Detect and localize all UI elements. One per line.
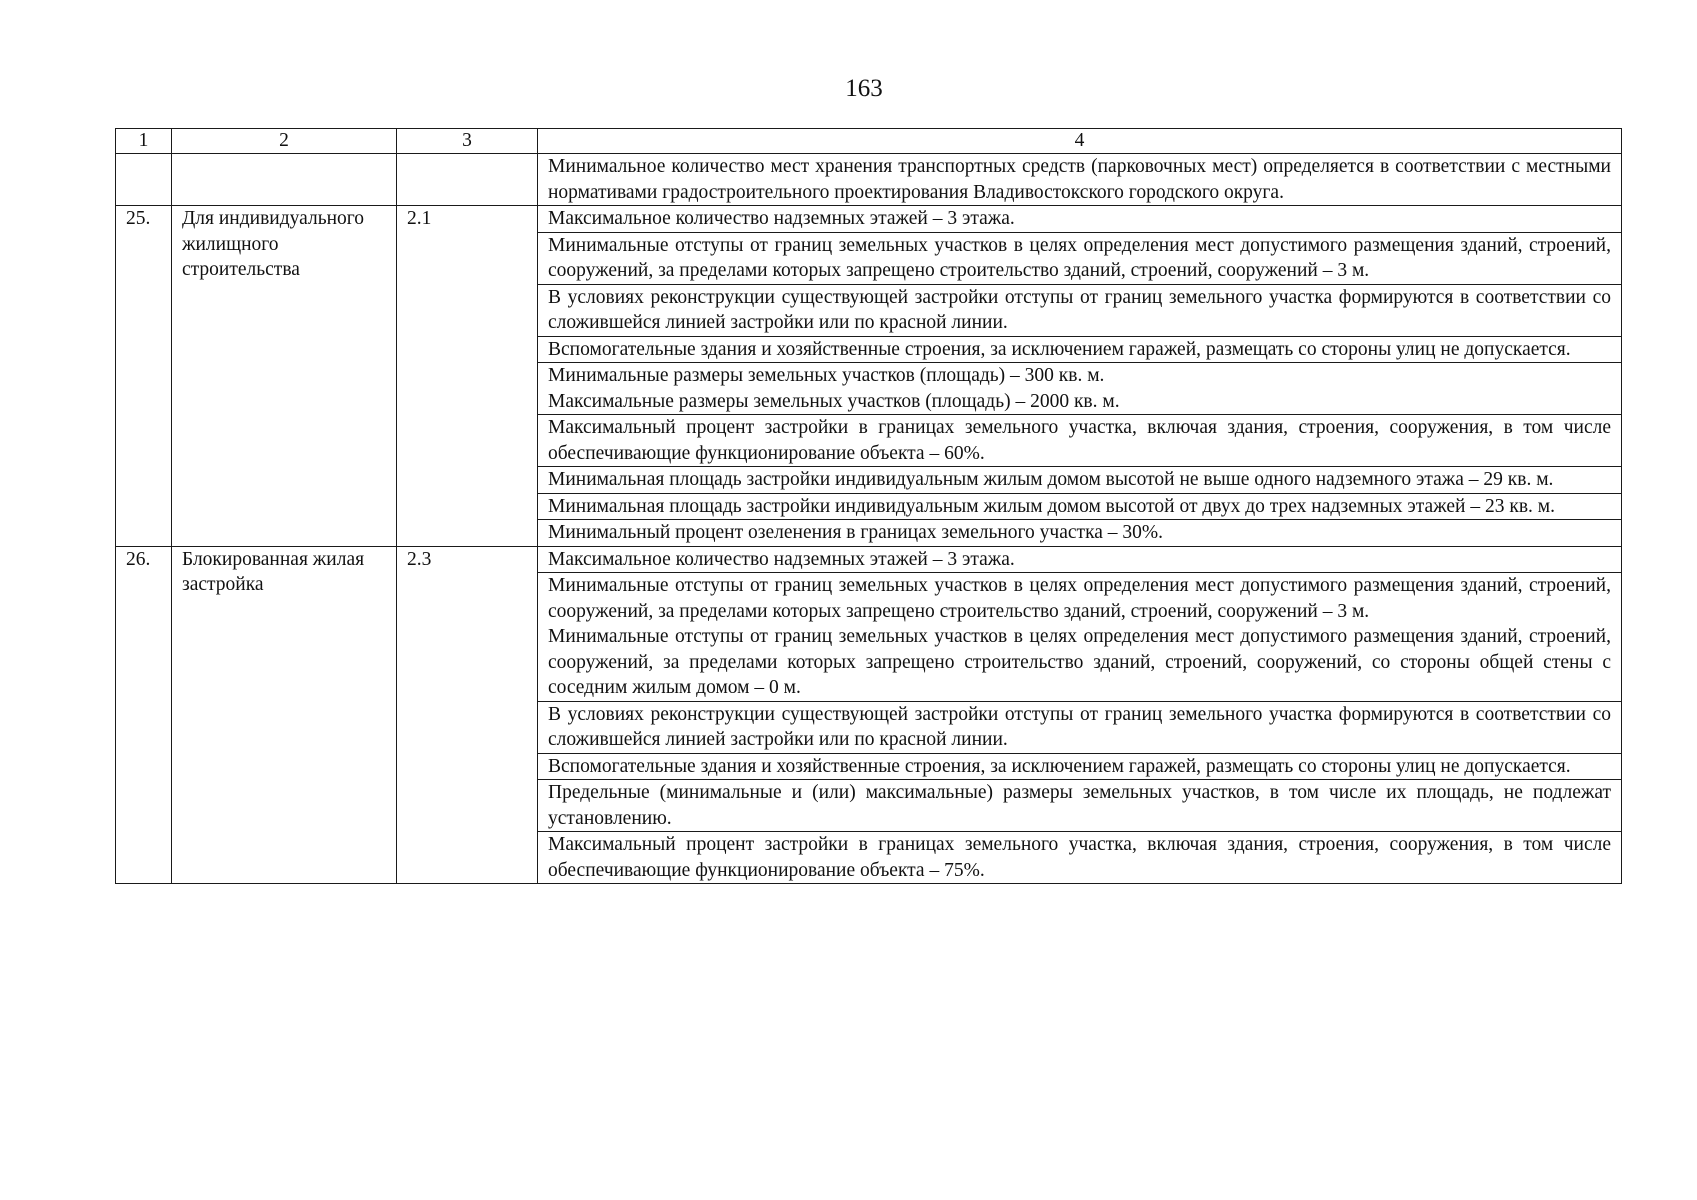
parameter-cell: В условиях реконструкции существующей застройки отступы от границ земельного участка формируются в соответствии со сложившейся линией застройки или по красной линии. [538, 284, 1622, 336]
parameter-cell: Максимальный процент застройки в границах земельного участка, включая здания, строения, сооружения, в том числе обеспечивающие функционирование объекта – 60%. [538, 415, 1622, 467]
use-type-name: Для индивидуального жилищного строительства [172, 206, 397, 547]
use-type-code: 2.1 [397, 206, 538, 547]
page-number: 163 [845, 75, 883, 102]
parameter-cell: Минимальная площадь застройки индивидуальным жилым домом высотой от двух до трех надземных этажей – 23 кв. м. [538, 493, 1622, 520]
row-number: 25. [116, 206, 172, 547]
table-row [116, 546, 1622, 573]
regulations-table [115, 128, 1622, 884]
parameter-cell [538, 573, 1622, 702]
header-cell-4: 4 [538, 129, 1622, 154]
header-row [116, 129, 1622, 154]
row-number: 26. [116, 546, 172, 884]
continuation-code-cell [397, 154, 538, 206]
parameter-cell: Минимальный процент озеленения в границах земельного участка – 30%. [538, 520, 1622, 547]
parameter-cell: Вспомогательные здания и хозяйственные строения, за исключением гаражей, размещать со стороны улиц не допускается. [538, 753, 1622, 780]
parameter-line: Максимальные размеры земельных участков (площадь) – 2000 кв. м. [548, 390, 1120, 412]
continuation-num-cell [116, 154, 172, 206]
header-cell-1: 1 [116, 129, 172, 154]
parameter-line: Минимальные размеры земельных участков (площадь) – 300 кв. м. [548, 365, 1105, 386]
parameter-cell: Предельные (минимальные и (или) максимальные) размеры земельных участков, в том числе их площадь, не подлежат установлению. [538, 780, 1622, 832]
continuation-name-cell [172, 154, 397, 206]
parameter-cell: Вспомогательные здания и хозяйственные строения, за исключением гаражей, размещать со стороны улиц не допускается. [538, 336, 1622, 363]
parameter-line: Минимальные отступы от границ земельных участков в целях определения мест допустимого размещения зданий, строений, сооружений, за пределами которых запрещено строительство зданий, строений, сооружений – 3 м. [548, 575, 1611, 622]
header-cell-3: 3 [397, 129, 538, 154]
use-type-code: 2.3 [397, 546, 538, 884]
parameter-cell: Максимальное количество надземных этажей – 3 этажа. [538, 206, 1622, 233]
parameter-cell: Минимальная площадь застройки индивидуальным жилым домом высотой не выше одного надземного этажа – 29 кв. м. [538, 467, 1622, 494]
table-row [116, 206, 1622, 233]
parameter-line: Минимальные отступы от границ земельных участков в целях определения мест допустимого размещения зданий, строений, сооружений, за пределами которых запрещено строительство зданий, строений, сооружений, со стороны общей стены с соседним жилым домом – 0 м. [548, 626, 1611, 698]
parameter-cell: В условиях реконструкции существующей застройки отступы от границ земельного участка формируются в соответствии со сложившейся линией застройки или по красной линии. [538, 701, 1622, 753]
continuation-param-cell: Минимальное количество мест хранения транспортных средств (парковочных мест) определяется в соответствии с местными нормативами градостроительного проектирования Владивостокского городского округа. [538, 154, 1622, 206]
use-type-name: Блокированная жилая застройка [172, 546, 397, 884]
parameter-cell: Максимальный процент застройки в границах земельного участка, включая здания, строения, сооружения, в том числе обеспечивающие функционирование объекта – 75%. [538, 832, 1622, 884]
parameter-cell: Минимальные отступы от границ земельных участков в целях определения мест допустимого размещения зданий, строений, сооружений, за пределами которых запрещено строительство зданий, строений, сооружений – 3 м. [538, 232, 1622, 284]
continuation-row [116, 154, 1622, 206]
header-cell-2: 2 [172, 129, 397, 154]
parameter-cell [538, 363, 1622, 415]
parameter-cell: Максимальное количество надземных этажей – 3 этажа. [538, 546, 1622, 573]
